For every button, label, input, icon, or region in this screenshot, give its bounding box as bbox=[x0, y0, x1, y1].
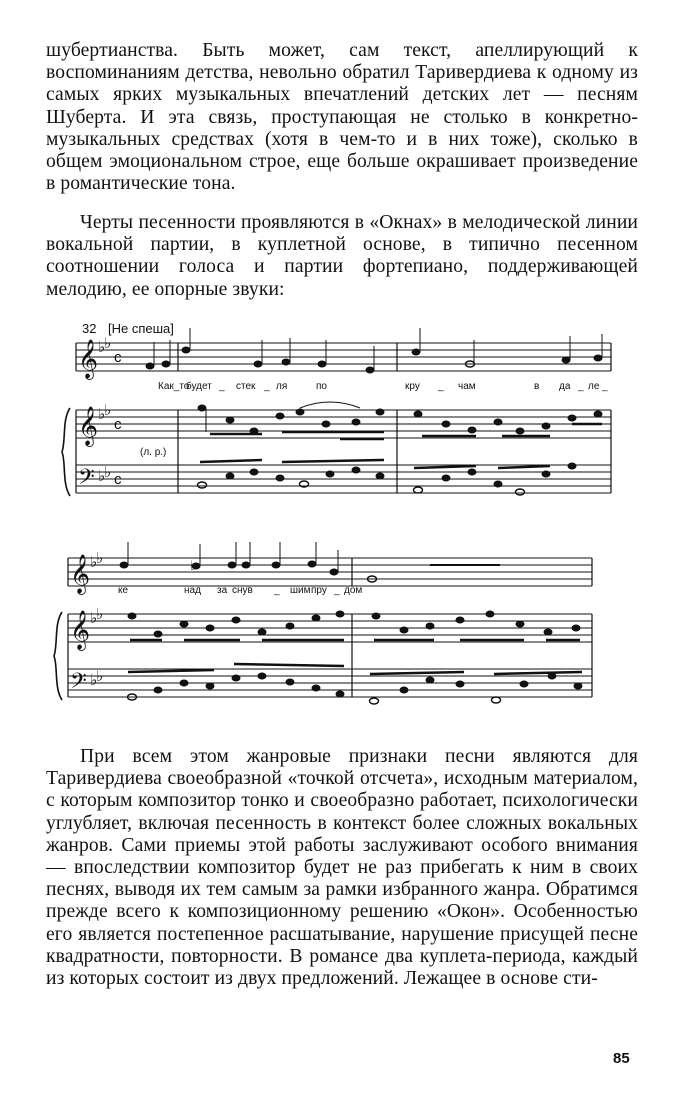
flat-icon: ♭ bbox=[90, 671, 98, 689]
flat-icon: ♭ bbox=[90, 609, 98, 627]
piano-treble-staff-1 bbox=[76, 410, 611, 438]
lyric-syllable: кру bbox=[405, 381, 420, 392]
bass-clef-icon: 𝄢 bbox=[78, 465, 95, 495]
lyric-syllable: _ bbox=[274, 585, 280, 596]
flat-icon: ♭ bbox=[90, 553, 98, 571]
lyric-syllable: _ bbox=[264, 381, 270, 392]
system-1 bbox=[62, 343, 611, 496]
flat-icon: ♭ bbox=[98, 405, 106, 423]
lyric-syllable: _ bbox=[438, 381, 444, 392]
lyric-syllable: снув bbox=[232, 585, 253, 596]
lyric-syllable: будет bbox=[186, 381, 212, 392]
voice-staff-1 bbox=[76, 343, 611, 371]
treble-clef-icon: 𝄞 bbox=[78, 339, 99, 379]
barlines-1 bbox=[76, 343, 611, 493]
lyric-syllable: стек bbox=[236, 381, 256, 392]
tempo-marking: [Не спеша] bbox=[108, 321, 174, 336]
lyric-syllable: пру bbox=[311, 585, 327, 596]
voice-notes-2 bbox=[120, 542, 500, 582]
lyric-syllable: _ bbox=[578, 381, 584, 392]
lyric-syllable: _ bbox=[602, 381, 608, 392]
lyrics-2 bbox=[118, 585, 362, 596]
lyric-syllable: в bbox=[534, 381, 540, 392]
lyric-syllable: _ bbox=[334, 585, 340, 596]
lyric-syllable: по bbox=[316, 381, 327, 392]
time-signature: c bbox=[114, 416, 122, 433]
flat-icon: ♭ bbox=[96, 605, 104, 623]
time-signature: c bbox=[114, 471, 122, 488]
hand-marking: (л. р.) bbox=[140, 447, 167, 458]
piano-brace-2 bbox=[54, 612, 62, 700]
system-2 bbox=[54, 558, 592, 700]
piano-bass-staff-1 bbox=[76, 465, 611, 493]
flat-icon: ♭ bbox=[96, 549, 104, 567]
flat-icon: ♭ bbox=[98, 467, 106, 485]
lyric-syllable: за bbox=[217, 585, 228, 596]
flat-icon: ♭ bbox=[104, 401, 112, 419]
example-number: 32 bbox=[82, 321, 97, 336]
time-signature: c bbox=[114, 349, 122, 366]
paragraph-2: Черты песенности проявляются в «Окнах» в мелодической линии вокальной партии, в куплетной основе, в типично песенном соотношении голоса и партии фортепиано, поддерживающей мелодию, ее опорные звуки: bbox=[46, 212, 638, 300]
paragraph-3: При всем этом жанровые признаки песни являются для Таривердиева своеобразной «точкой отсчета», исходным материалом, с которым композитор тонко и своеобразно работает, психологически углубляет, включая песенность в контекст более сложных вокальных жанров. Сами приемы этой работы заслуживают особого внимания — впоследствии композитор будет не раз прибегать к ним в своих песнях, выводя их тем самым за рамки избранного жанра. Обратимся прежде всего к композиционному решению «Окон». Особенностью его является постепенное расшатывание, нарушение присущей песне квадратности, повторности. В романсе два куплета-периода, каждый из которых состоит из двух предложений. Лежащее в основе сти- bbox=[46, 746, 638, 990]
lyric-syllable: _ bbox=[219, 381, 225, 392]
flat-icon: ♭ bbox=[190, 559, 197, 574]
piano-brace-1 bbox=[62, 408, 70, 496]
lyric-syllable: дом bbox=[344, 585, 363, 596]
treble-clef-icon: 𝄞 bbox=[70, 554, 91, 594]
lyric-syllable: над bbox=[184, 585, 201, 596]
lyric-syllable: шим bbox=[290, 585, 311, 596]
lyric-syllable: чам bbox=[458, 381, 476, 392]
clefs-1 bbox=[78, 334, 111, 495]
piano-bass-notes-2 bbox=[128, 664, 583, 704]
piano-treble-notes-1 bbox=[198, 402, 602, 439]
flat-icon: ♭ bbox=[104, 334, 112, 352]
lyric-syllable: ле bbox=[588, 381, 600, 392]
bass-clef-icon: 𝄢 bbox=[70, 669, 87, 699]
flat-icon: ♭ bbox=[96, 667, 104, 685]
piano-treble-staff-2 bbox=[68, 614, 592, 642]
paragraph-1: шубертианства. Быть может, сам текст, апеллирующий к воспоминаниям детства, невольно обратил Таривердиева к одному из самых ярких музыкальных впечатлений детских лет — песням Шуберта. И эта связь, проступающая не столько в конкретно-музыкальных средствах (хотя в чем-то и в них тоже), сколько в общем эмоциональном строе, еще больше окрашивает произведение в романтические тона. bbox=[46, 40, 638, 195]
lyric-syllable: ля bbox=[276, 381, 288, 392]
lyric-syllable: Как_то bbox=[158, 381, 190, 392]
flat-icon: ♭ bbox=[98, 338, 106, 356]
page-number: 85 bbox=[613, 1050, 630, 1067]
treble-clef-icon: 𝄞 bbox=[78, 406, 99, 446]
flat-icon: ♭ bbox=[104, 463, 112, 481]
piano-treble-notes-2 bbox=[128, 611, 580, 640]
treble-clef-icon: 𝄞 bbox=[70, 610, 91, 650]
lyric-syllable: ке bbox=[118, 585, 129, 596]
lyric-syllable: да bbox=[559, 381, 571, 392]
lyrics-1 bbox=[158, 380, 608, 392]
